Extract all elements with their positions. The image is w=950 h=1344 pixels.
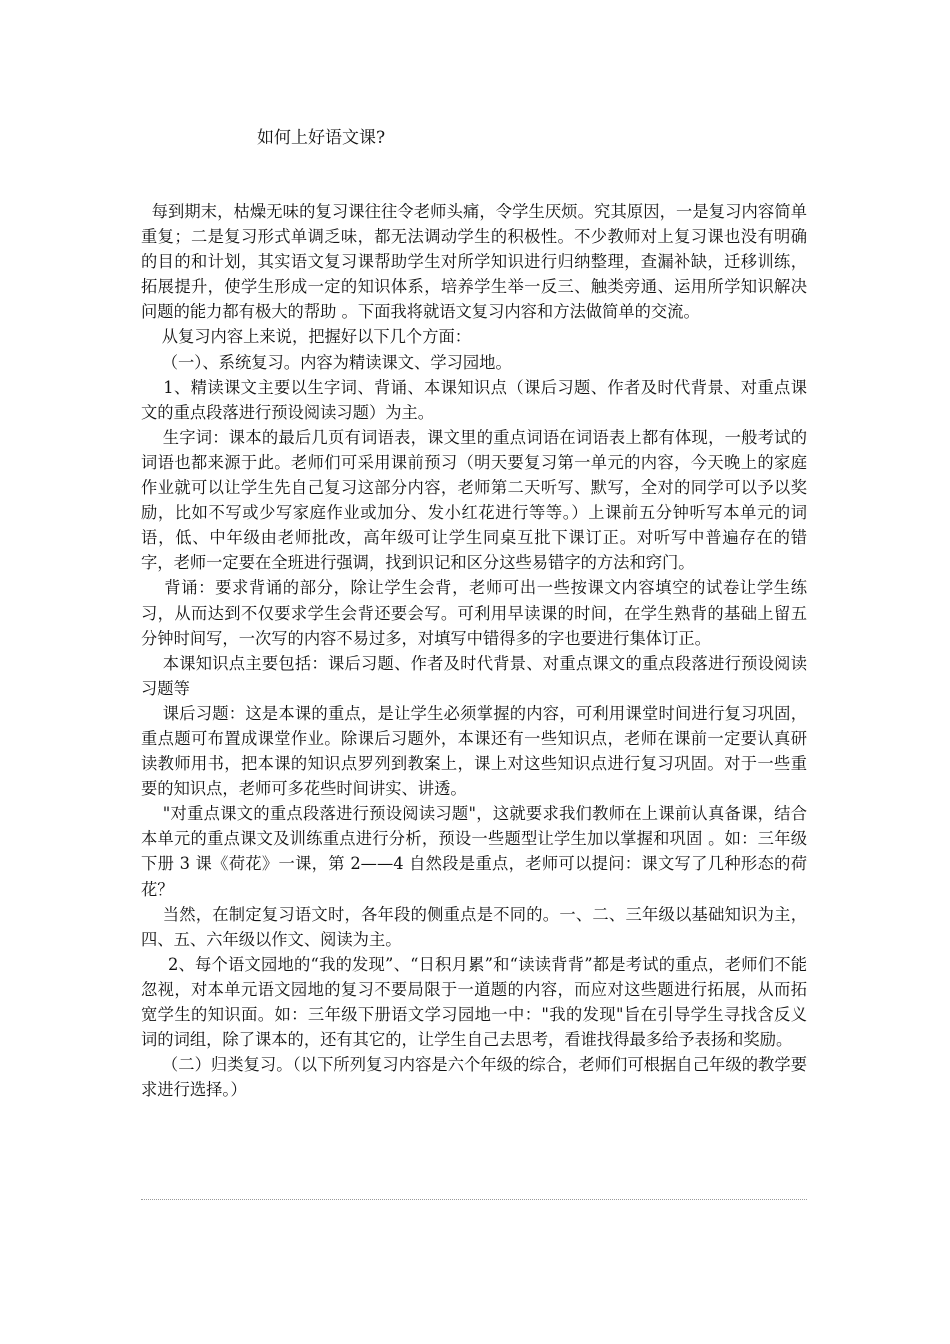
paragraph-text: 1、精读课文主要以生字词、背诵、本课知识点（课后习题、作者及时代背景、对重点课文的重点段落进行预设阅读习题）为主。	[141, 377, 807, 422]
paragraph	[141, 425, 807, 576]
paragraph-text: 当然，在制定复习语文时，各年段的侧重点是不同的。一、二、三年级以基础知识为主，四、五、六年级以作文、阅读为主。	[141, 904, 807, 949]
paragraph-indent	[141, 353, 162, 372]
paragraph-indent	[141, 327, 162, 346]
document-title: 如何上好语文课?	[257, 128, 386, 148]
page-divider	[141, 1199, 807, 1200]
paragraph-indent	[141, 578, 164, 597]
paragraph-indent	[141, 654, 163, 673]
paragraph-text: 从复习内容上来说，把握好以下几个方面：	[161, 327, 472, 347]
paragraph-indent	[141, 428, 163, 447]
paragraph-text: 本课知识点主要包括：课后习题、作者及时代背景、对重点课文的重点段落进行预设阅读习题等	[141, 653, 807, 698]
paragraph	[141, 575, 807, 650]
paragraph	[141, 801, 807, 901]
paragraph-indent	[141, 202, 152, 221]
paragraph-text: 每到期末，枯燥无味的复习课往往令老师头痛，令学生厌烦。究其原因，一是复习内容简单重复；二是复习形式单调乏味，都无法调动学生的积极性。不少教师对上复习课也没有明确的目的和计划，其实语文复习课帮助学生对所学知识进行归纳整理，查漏补缺，迁移训练，拓展提升，使学生形成一定的知识体系，培养学生举一反三、触类旁通、运用所学知识解决问题的能力都有极大的帮助 。下面我将就语文复习内容和方法做简单的交流。	[141, 202, 807, 322]
paragraph-indent	[141, 905, 163, 924]
paragraph-indent	[141, 804, 163, 823]
paragraph-text: （二）归类复习。（以下所列复习内容是六个年级的综合，老师们可根据自己年级的教学要求进行选择。）	[141, 1055, 807, 1100]
paragraph-text: 2、每个语文园地的“我的发现”、“日积月累”和“读读背背”都是考试的重点，老师们不能忽视，对本单元语文园地的复习不要局限于一道题的内容，而应对这些题进行拓展，从而拓宽学生的知识面。如：三年级下册语文学习园地一中："我的发现"旨在引导学生寻找含反义词的词组，除了课本的，还有其它的，让学生自己去思考，看谁找得最多给予表扬和奖励。	[141, 954, 807, 1050]
paragraph-indent	[141, 378, 163, 397]
paragraph	[141, 902, 807, 952]
paragraph-indent	[141, 1055, 162, 1074]
paragraph	[141, 375, 807, 425]
paragraph	[141, 199, 807, 324]
paragraph-text: 生字词：课本的最后几页有词语表，课文里的重点词语在词语表上都有体现，一般考试的词语也都来源于此。老师们可采用课前预习（明天要复习第一单元的内容，今天晚上的家庭作业就可以让学生先自己复习这部分内容，老师第二天听写、默写，全对的同学可以予以奖励，比如不写或少写家庭作业或加分、发小红花进行等等。）上课前五分钟听写本单元的词语，低、中年级由老师批改，高年级可让学生同桌互批下课订正。对听写中普遍存在的错字，老师一定要在全班进行强调，找到识记和区分这些易错字的方法和窍门。	[141, 427, 807, 573]
paragraph-indent	[141, 955, 168, 974]
paragraph-text: （一）、系统复习。内容为精读课文、学习园地。	[161, 352, 512, 372]
paragraph-text: "对重点课文的重点段落进行预设阅读习题"，这就要求我们教师在上课前认真备课，结合本单元的重点课文及训练重点进行分析，预设一些题型让学生加以掌握和巩固 。如：三年级下册 3 课《荷花》一课，第 2——4 自然段是重点，老师可以提问：课文写了几种形态的荷花？	[141, 804, 808, 899]
paragraph	[141, 350, 807, 375]
paragraph	[141, 701, 807, 801]
paragraph-text: 课后习题：这是本课的重点，是让学生必须掌握的内容，可利用课堂时间进行复习巩固，重点题可布置成课堂作业。除课后习题外，本课还有一些知识点，老师在课前一定要认真研读教师用书，把本课的知识点罗列到教案上，课上对这些知识点进行复习巩固。对于一些重要的知识点，老师可多花些时间讲实、讲透。	[141, 703, 807, 799]
document-body	[141, 199, 807, 1102]
paragraph	[141, 1052, 807, 1102]
paragraph	[141, 651, 807, 701]
paragraph	[141, 324, 807, 349]
paragraph-text: 背诵：要求背诵的部分，除让学生会背，老师可出一些按课文内容填空的试卷让学生练习，从而达到不仅要求学生会背还要会写。可利用早读课的时间，在学生熟背的基础上留五分钟时间写，一次写的内容不易过多，对填写中错得多的字也要进行集体订正。	[141, 578, 807, 648]
paragraph	[141, 952, 807, 1052]
paragraph-indent	[141, 704, 163, 723]
